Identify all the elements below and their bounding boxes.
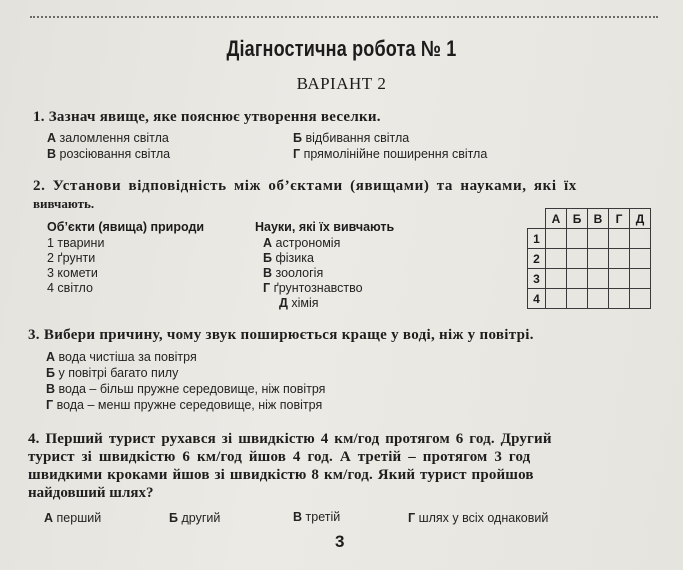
grid-cell[interactable] [588,289,609,309]
question-4-text-cont: турист зі швидкістю 6 км/год йшов 4 год. А третій – протягом 3 год [28,449,531,465]
q1-option-b[interactable]: Б відбивання світла [293,131,410,145]
question-2-text: 2. Установи відповідність між об’єктами (явищами) та науками, які їх [33,178,577,194]
grid-cell[interactable] [609,289,630,309]
question-4-text-cont: швидкими кроками йшов зі швидкістю 8 км/год. Який турист пройшов [28,467,534,483]
question-1-text: 1. Зазнач явище, яке пояснює утворення веселки. [33,109,381,125]
question-4-text-cont: найдовший шлях? [28,485,154,501]
grid-cell[interactable] [630,229,651,249]
question-3-text: 3. Вибери причину, чому звук поширюється краще у воді, ніж у повітрі. [28,327,534,343]
object-item: 2 ґрунти [47,251,96,265]
page-title: Діагностична робота № 1 [226,36,457,61]
grid-cell[interactable] [567,269,588,289]
object-item: 4 світло [47,281,93,295]
grid-col-header: А [546,209,567,229]
grid-row-header: 4 [528,289,546,309]
science-item: А астрономія [263,236,341,250]
grid-cell[interactable] [630,289,651,309]
grid-cell[interactable] [588,229,609,249]
grid-col-header: В [588,209,609,229]
grid-cell[interactable] [567,289,588,309]
q1-option-c[interactable]: В розсіювання світла [47,147,171,161]
object-item: 1 тварини [47,236,105,250]
q4-option-d[interactable]: Г шлях у всіх однаковий [408,511,549,525]
grid-cell[interactable] [588,249,609,269]
grid-row-header: 3 [528,269,546,289]
question-4-text: 4. Перший турист рухався зі швидкістю 4 км/год протягом 6 год. Другий [28,431,552,447]
q1-option-d[interactable]: Г прямолінійне поширення світла [293,147,488,161]
q3-option-d[interactable]: Г вода – менш пружне середовище, ніж повітря [46,398,323,412]
q3-option-a[interactable]: А вода чистіша за повітря [46,350,197,364]
grid-row-header: 2 [528,249,546,269]
q1-option-a[interactable]: А заломлення світла [47,131,169,145]
sciences-header: Науки, які їх вивчають [255,220,395,234]
grid-row-header: 1 [528,229,546,249]
grid-cell[interactable] [567,249,588,269]
variant-heading: ВАРІАНТ 2 [296,74,387,93]
objects-header: Об’єкти (явища) природи [47,220,205,234]
science-item: Б фізика [263,251,314,265]
q4-option-c[interactable]: В третій [293,510,341,524]
grid-col-header: Б [567,209,588,229]
science-item: Д хімія [279,296,319,310]
grid-cell[interactable] [567,229,588,249]
grid-col-header: Г [609,209,630,229]
dotted-divider [30,16,658,18]
grid-col-header: Д [630,209,651,229]
q3-option-c[interactable]: В вода – більш пружне середовище, ніж повітря [46,382,326,396]
q3-option-b[interactable]: Б у повітрі багато пилу [46,366,179,380]
grid-cell[interactable] [588,269,609,289]
q4-option-a[interactable]: А перший [44,511,102,525]
object-item: 3 комети [47,266,98,280]
grid-cell[interactable] [546,229,567,249]
q4-option-b[interactable]: Б другий [169,511,221,525]
grid-cell[interactable] [630,249,651,269]
grid-cell[interactable] [546,249,567,269]
answer-grid [527,208,651,309]
grid-cell[interactable] [609,269,630,289]
science-item: В зоологія [263,266,324,280]
grid-cell[interactable] [546,289,567,309]
page-number: 3 [335,532,345,551]
grid-cell[interactable] [609,229,630,249]
question-2-text-cont: вивчають. [33,196,95,211]
grid-cell[interactable] [630,269,651,289]
science-item: Г ґрунтознавство [263,281,363,295]
grid-corner [528,209,546,229]
grid-cell[interactable] [546,269,567,289]
grid-cell[interactable] [609,249,630,269]
